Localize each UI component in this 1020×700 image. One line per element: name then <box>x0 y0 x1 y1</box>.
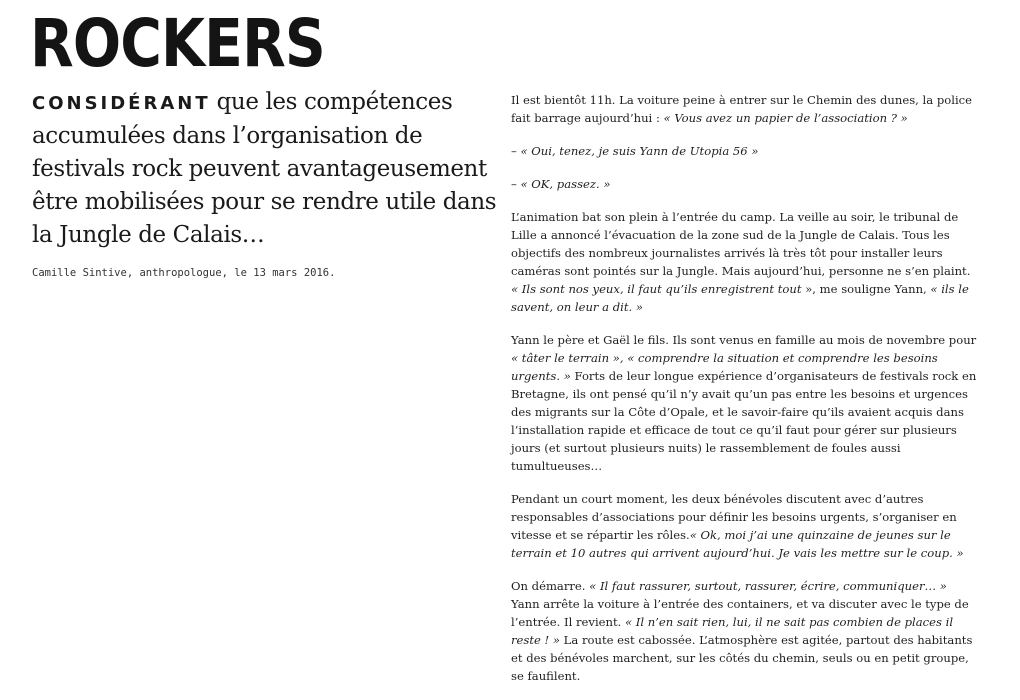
quote: « tâter le terrain » <box>511 351 620 365</box>
lead-text: que les compétences accumulées dans l’organisation de festivals rock peuvent avantageusement être mobilisées pour se rendre utile dans la Jungle de Calais… <box>32 89 497 248</box>
quote: « Il faut rassurer, surtout, rassurer, écrire, communiquer… » <box>589 579 947 593</box>
paragraph-text: », me souligne Yann, <box>805 282 931 296</box>
quote: – « Oui, tenez, je suis Yann de Utopia 56 » <box>511 144 759 158</box>
paragraph-text: L’animation bat son plein à l’entrée du camp. La veille au soir, le tribunal de Lille a annoncé l’évacuation de la zone sud de la Jungle de Calais. Tous les objectifs des nombreux journalistes arrivés là très tôt pour installer leurs caméras sont pointés sur la Jungle. Mais aujourd’hui, personne ne s’en plaint. <box>511 210 971 278</box>
article-paragraph-1 <box>511 91 977 127</box>
article-paragraph-7 <box>511 577 977 685</box>
quote: – « OK, passez. » <box>511 177 611 191</box>
quote: « Il n’en sait rien, lui, il ne sait pas combien de places il reste ! » <box>511 615 954 647</box>
paragraph-text: Il est bientôt 11h. La voiture peine à entrer sur le Chemin des dunes, la police fait barrage aujourd’hui : <box>511 93 973 125</box>
article-paragraph-3 <box>511 175 977 193</box>
article-paragraph-6 <box>511 490 977 562</box>
article-body <box>511 91 977 700</box>
quote: « ils le savent, on leur a dit. » <box>511 282 969 314</box>
article-paragraph-4 <box>511 208 977 316</box>
paragraph-text: Yann arrête la voiture à l’entrée des containers, et va discuter avec le type de l’entrée. Il revient. <box>511 597 969 629</box>
quote: , « comprendre la situation et comprendre les besoins urgents. » <box>511 351 938 383</box>
paragraph-text: On démarre. <box>511 579 590 593</box>
lead-keyword: CONSIDÉRANT <box>32 93 211 114</box>
paragraph-text: Yann le père et Gaël le fils. Ils sont venus en famille au mois de novembre pour <box>511 333 977 347</box>
paragraph-text: Forts de leur longue expérience d’organisateurs de festivals rock en Bretagne, ils ont pensé qu’il n’y avait qu’un pas entre les besoins et urgences des migrants sur la Côte d’Opale, et le savoir-faire qu’ils avaient acquis dans l’installation rapide et efficace de tout ce qu’il faut pour gérer sur plusieurs jours (et surtout plusieurs nuits) le rassemblement de foules aussi tumultueuses… <box>511 369 977 473</box>
quote: « Ils sont nos yeux, il faut qu’ils enregistrent tout <box>511 282 806 296</box>
lead-paragraph <box>32 86 502 252</box>
quote: « Ok, moi j’ai une quinzaine de jeunes sur le terrain et 10 autres qui arrivent aujourd’hui. Je vais les mettre sur le coup. » <box>511 528 964 560</box>
paragraph-text: La route est cabossée. L’atmosphère est agitée, partout des habitants et des bénévoles marchent, sur les côtés du chemin, seuls ou en petit groupe, se faufilent. <box>511 633 973 683</box>
quote: « Vous avez un papier de l’association ? » <box>659 111 908 125</box>
page-title: ROCKERS <box>30 5 325 82</box>
article-paragraph-5 <box>511 331 977 475</box>
article-paragraph-2 <box>511 142 977 160</box>
byline: Camille Sintive, anthropologue, le 13 mars 2016. <box>32 267 336 279</box>
paragraph-text: Pendant un court moment, les deux bénévoles discutent avec d’autres responsables d’associations pour définir les besoins urgents, s’organiser en vitesse et se répartir les rôles. <box>511 492 957 542</box>
